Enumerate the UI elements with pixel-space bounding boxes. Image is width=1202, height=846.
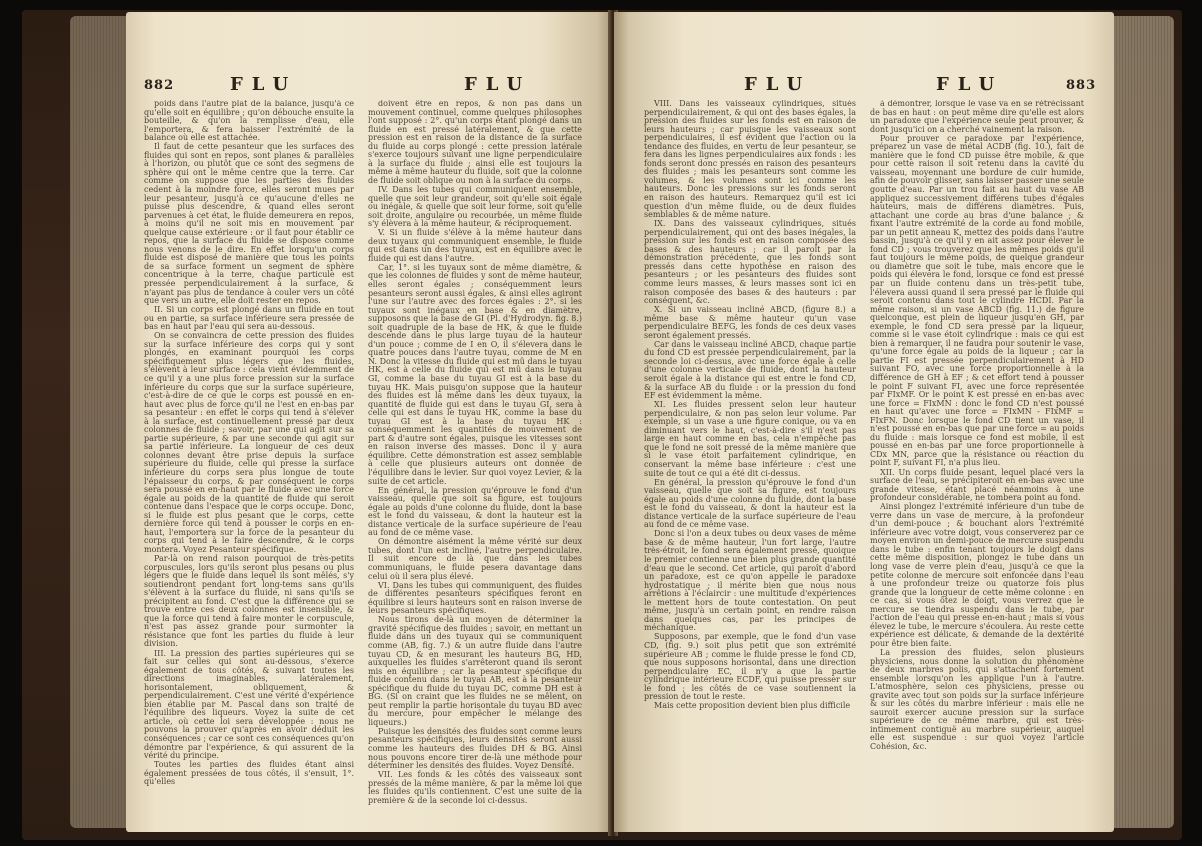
paragraph: Il faut de cette pesanteur que les surfaces des fluides qui sont en repos, sont planes & parallèles à l'horizon, ou plutôt que ce sont des segmens de sphère qui ont le même centre que la terre. Car comme on suppose que les parties des fluides cedent à la moindre force, elles seront mues par leur pesanteur, jusqu'à ce qu'aucune d'elles ne puisse plus descendre, & quand elles seront parvenues à cet état, le fluide demeurera en repos, à moins qu'il ne soit mis en mouvement par quelque cause extérieure : or il faut pour établir ce repos, que la surface du fluide se dispose comme nous venons de le dire. En effet lorsqu'un corps fluide est disposé de manière que tous les points de sa surface forment un segment de sphère concentrique à la terre, chaque particule est pressée perpendiculairement à la surface, & n'ayant pas plus de tendance à couler vers un côté que vers un autre, elle doit rester en repos. [144, 142, 354, 306]
paragraph: poids dans l'autre plat de la balance, jusqu'à ce qu'elle soit en équilibre ; qu'on débouche ensuite la bouteille, & qu'on la remplisse d'eau, elle l'emportera, & fera baisser l'extrémité de la balance où elle est attachée. [144, 100, 354, 143]
paragraph: VIII. Dans les vaisseaux cylindriques, situés perpendiculairement, & qui ont des bases égales, la pression des fluides sur les fonds est en raison de leurs hauteurs ; car puisque les vaisseaux sont perpendiculaires, il est évident que l'action ou la tendance des fluides, en vertu de leur pesanteur, se fera dans les lignes perpendiculaires aux fonds : les fonds seront donc pressés en raison des pesanteurs des fluides ; mais les pesanteurs sont comme les volumes, & les volumes sont ici comme les hauteurs. Donc les pressions sur les fonds seront en raison des hauteurs. Remarquez qu'il est ici question d'un même fluide, ou de deux fluides semblables & de même nature. [644, 100, 856, 220]
paragraph: En général, la pression qu'éprouve le fond d'un vaisseau, quelle que soit sa figure, est toujours égale au poids d'une colonne du fluide, dont la base est le fond du vaisseau, & dont la hauteur est la distance verticale de la surface supérieure de l'eau au fond de ce même vase. [644, 477, 856, 530]
paragraph: VII. Les fonds & les côtés des vaisseaux sont pressés de la même manière, & par la même loi que les fluides qu'ils contiennent. C'est une suite de la première & de la seconde loi ci-dessus. [368, 770, 582, 805]
paragraph: Nous tirons de-là un moyen de déterminer la gravité spécifique des fluides ; savoir, en mettant un fluide dans un des tuyaux qui se communiquent comme (AB, fig. 7.) & un autre fluide dans l'autre tuyau CD, & en mesurant les hauteurs BG, HD, auxquelles les fluides s'arrêteront quand ils seront mis en équilibre ; car la pesanteur spécifique du fluide contenu dans le tuyau AB, est à la pesanteur spécifique du fluide du tuyau DC, comme DH est à BG. (Si on craint que les fluides ne se mêlent, on peut remplir la partie horisontale du tuyau BD avec du mercure, pour empêcher le mélange des liqueurs.) [368, 615, 582, 727]
paragraph: XI. Les fluides pressent selon leur hauteur perpendiculaire, & non pas selon leur volume. Par exemple, si un vase a une figure conique, ou va en diminuant vers le haut, c'est-à-dire s'il n'est pas large en haut comme en bas, cela n'empêche pas que le fond ne soit pressé de la même manière que si le vase étoit parfaitement cylindrique, en conservant la même base inférieure : c'est une suite de tout ce qui a été dit ci-dessus. [644, 400, 856, 478]
right-page [614, 12, 1114, 832]
left-running-header [126, 74, 612, 98]
page-edges-left [70, 16, 126, 828]
running-head: FLU [744, 74, 812, 95]
page-number: 883 [1066, 78, 1097, 93]
paragraph: On démontre aisément la même vérité sur deux tubes, dont l'un est incliné, l'autre perpendiculaire. Il suit encore de là que dans les tubes communiquans, le fluide pesera davantage dans celui où il sera plus élevé. [368, 537, 582, 581]
text-column [144, 100, 354, 820]
paragraph: Par-là on rend raison pourquoi de très-petits corpuscules, lors qu'ils seront plus pesans ou plus légers que le fluide dans lequel ils sont mêlés, s'y soutiendront pendant fort long-tems sans qu'ils s'élèvent à la surface du fluide, ni sans qu'ils se précipitent au fond. C'est que la différence qui se trouve entre ces deux colonnes est insensible, & que la force qui tend à faire monter le corpuscule, n'est pas assez grande pour surmonter la résistance que font les parties du fluide à leur division. [144, 553, 354, 649]
text-column [644, 100, 856, 820]
paragraph: II. Si un corps est plongé dans un fluide en tout ou en partie, sa surface inférieure sera pressée de bas en haut par l'eau qui sera au-dessous. [144, 305, 354, 332]
paragraph: III. La pression des parties supérieures qui se fait sur celles qui sont au-dessous, s'exerce également de tous côtés, & suivant toutes les directions imaginables, latéralement, horisontalement, obliquement, & perpendiculairement. C'est une vérité d'expérience bien établie par M. Pascal dans son traité de l'équilibre des liqueurs. Voyez la suite de cet article, où cette loi sera développée : nous ne pouvons la prouver qu'après en avoir déduit les conséquences ; car ce sont ces conséquences qu'on démontre par l'expérience, & qui assurent de la vérité du principe. [144, 648, 354, 761]
paragraph: En général, la pression qu'éprouve le fond d'un vaisseau, quelle que soit sa figure, est toujours égale au poids d'une colonne du fluide, dont la base est le fond du vaisseau, & dont la hauteur est la distance verticale de la surface supérieure de l'eau au fond de ce même vase. [368, 485, 582, 538]
paragraph: Car, 1°. si les tuyaux sont de même diamètre, & que les colonnes de fluides y sont de même hauteur, elles seront égales ; conséquemment leurs pesanteurs seront aussi égales, & ainsi elles agiront l'une sur l'autre avec des forces égales : 2°. si les tuyaux sont inégaux en base & en diamètre, supposons que la base de GI (Pl. d'Hydrodyn. fig. 8.) soit quadruple de la base de HK, & que le fluide descende dans le plus large tuyau de la hauteur d'un pouce ; comme de I en O, il s'élevera dans le quatre pouces dans l'autre tuyau, comme de M en N. Donc la vitesse du fluide qui est mû dans le tuyau HK, est à celle du fluide qui est mû dans le tuyau GI, comme la base du tuyau GI est à la base du tuyau HK. Mais puisqu'on suppose que la hauteur des fluides est la même dans les deux tuyaux, la quantité de fluide qui est dans le tuyau GI, sera à celle qui est dans le tuyau HK, comme la base du tuyau GI est à la base du tuyau HK : conséquemment les quantités de mouvement de part & d'autre sont égales, puisque les vitesses sont en raison inverse des masses. Donc il y aura équilibre. Cette démonstration est assez semblable à celle que plusieurs auteurs ont donnée de l'équilibre dans le levier. Sur quoi voyez Levier, & la suite de cet article. [368, 262, 582, 486]
paragraph: Ainsi plongez l'extrémité inférieure d'un tube de verre dans un vase de mercure, à la profondeur d'un demi-pouce ; & bouchant alors l'extrémité inférieure avec votre doigt, vous conserverez par ce moyen environ un demi-pouce de mercure suspendu dans le tube : enfin tenant toujours le doigt dans cette même disposition, plongez le tube dans un long vase de verre plein d'eau, jusqu'à ce que la petite colonne de mercure soit enfoncée dans l'eau à une profondeur treize ou quatorze fois plus grande que la longueur de cette même colonne : en ce cas, si vous ôtez le doigt, vous verrez que le mercure se tiendra suspendu dans le tube, par l'action de l'eau qui presse en-en-haut ; mais si vous élevez le tube, le mercure s'écoulera. Au reste cette expérience est délicate, & demande de la dextérité pour être bien faite. [870, 502, 1084, 648]
paragraph: On se convaincra de cette pression des fluides sur la surface inférieure des corps qui y sont plongés, en examinant pourquoi les corps spécifiquement plus légers que les fluides, s'élèvent à leur surface : cela vient évidemment de ce qu'il y a une plus force pression sur la surface inférieure du corps que sur la surface supérieure, c'est-à-dire de ce que le corps est poussé en en-haut avec plus de force qu'il ne l'est en en-bas par sa pesanteur : en effet le corps qui tend à s'élever à la surface, est continuellement pressé par deux colonnes de fluide ; savoir, par une qui agit sur sa partie supérieure, & par une seconde qui agit sur sa partie inférieure. La longueur de ces deux colonnes devant être prise depuis la surface supérieure du fluide, celle qui presse la surface inférieure du corps sera plus longue de toute l'épaisseur du corps, & par conséquent le corps sera poussé en en-haut par le fluide avec une force égale au poids de la quantité de fluide qui seroit contenue dans l'espace que le corps occupe. Donc, si le fluide est plus pesant que le corps, cette dernière force qui tend à pousser le corps en en-haut, l'emportera sur la force de la pesanteur du corps qui tend à le faire descendre, & le corps montera. Voyez Pesanteur spécifique. [144, 331, 354, 554]
paragraph: X. Si un vaisseau incliné ABCD, (figure 8.) a même base & même hauteur qu'un vase perpendiculaire BEFG, les fonds de ces deux vases seront également pressés. [644, 305, 856, 340]
paragraph: Donc si l'on a deux tubes ou deux vases de même base & de même hauteur, l'un fort large, l'autre très-étroit, le fond sera également pressé, quoique le premier contienne une bien plus grande quantité d'eau que le second. Cet article, qui paroît d'abord un paradoxe, est ce qu'on appelle le paradoxe hydrostatique ; il mérite bien que nous nous arrêtions à l'éclaircir : une multitude d'expériences le mettent hors de toute contestation. On peut même, jusqu'à un certain point, en rendre raison dans quelques cas, par les principes de méchanique. [644, 529, 856, 633]
paragraph: à démontrer, lorsque le vase va en se rétrécissant de bas en haut : on peut même dire qu'elle est alors un paradoxe que l'expérience seule peut prouver, & dont jusqu'ici on a cherché vainement la raison. [870, 100, 1084, 134]
text-column [368, 100, 582, 820]
left-page [126, 12, 612, 832]
page-edges-right [1114, 16, 1174, 828]
paragraph: V. Si un fluide s'élève à la même hauteur dans deux tuyaux qui communiquent ensemble, le fluide qui est dans un des tuyaux, est en équilibre avec le fluide qui est dans l'autre. [368, 228, 582, 263]
paragraph: Car dans le vaisseau incliné ABCD, chaque partie du fond CD est pressée perpendiculairement, par la seconde loi ci-dessus, avec une force égale à celle d'une colonne verticale de fluide, dont la hauteur seroit égale à la distance qui est entre le fond CD, & la surface AB du fluide : or la pression du fond EF est évidemment la même. [644, 339, 856, 401]
text-column [870, 100, 1084, 820]
paragraph: Pour prouver ce paradoxe par l'expérience, préparez un vase de métal ACDB (fig. 10.), fait de manière que le fond CD puisse être mobile, & que pour cette raison il soit retenu dans la cavité du vaisseau, moyennant une bordure de cuir humide, afin de pouvoir glisser, sans laisser passer une seule goutte d'eau. Par un trou fait au haut du vase AB appliquez successivement différens tubes d'égales hauteurs, mais de différens diamètres. Puis, attachant une corde au bras d'une balance ; & fixant l'autre extrémité de la corde au fond mobile, par un petit anneau K, mettez des poids dans l'autre bassin, jusqu'à ce qu'il y en ait assez pour élever le fond CD ; vous trouverez que les mêmes poids qu'il faut toujours le même poids, de quelque grandeur ou diamètre que soit le tube, mais encore que le poids qui élevera le fond, lorsque ce fond est pressé par un fluide contenu dans un très-petit tube, l'élevera aussi quand il sera pressé par le fluide qui seroit contenu dans tout le cylindre HCDI. Par la même raison, si un vase ABCD (fig. 11.) de figure quelconque, est plein de liqueur jusqu'en GH, par exemple, le fond CD sera pressé par la liqueur, comme si le vase étoit cylindrique : mais ce qui est bien à remarquer, il ne faudra pour soutenir le vase, qu'une force égale au poids de la liqueur ; car la partie FI est pressée perpendiculairement à HD suivant FO, avec une force proportionnelle à la différence de GH à EF ; & cet effort tend à pousser le point F suivant FI, avec une force représentée par FIxMF. Or le point K est pressé en en-bas avec une force = FIxMN : donc le fond CD n'est poussé en haut qu'avec une force = FIxMN - FIxMF = FIxFN. Donc lorsque le fond CD tient un vase, il n'est poussé en en-bas que par une force = au poids du fluide : mais lorsque ce fond est mobile, il est poussé en en-bas par une force proportionnelle à CDx MN, parce que la résistance ou réaction du point F, suivant FI, n'a plus lieu. [870, 133, 1084, 468]
running-head: FLU [230, 74, 298, 95]
paragraph: La pression des fluides, selon plusieurs physiciens, nous donne la solution du phénomène de deux marbres polis, qui s'attachent fortement ensemble lorsqu'on les applique l'un à l'autre. L'atmosphère, selon ces physiciens, presse ou gravite avec tout son poids sur la surface inférieure & sur les côtés du marbre inférieur : mais elle ne sauroit exercer aucune pression sur la surface supérieure de ce même marbre, qui est très-intimement contiguë au marbre supérieur, auquel elle est suspendue : sur quoi voyez l'article Cohésion, &c. [870, 648, 1084, 752]
paragraph: VI. Dans les tubes qui communiquent, des fluides de différentes pesanteurs spécifiques feront en équilibre si leurs hauteurs sont en raison inverse de leurs pesanteurs spécifiques. [368, 580, 582, 616]
running-head: FLU [936, 74, 1004, 95]
paragraph: IV. Dans les tubes qui communiquent ensemble, quelle que soit leur grandeur, soit qu'elle soit égale ou inégale, & quelle que soit leur forme, soit qu'elle soit droite, angulaire ou recourbée, un même fluide s'y élèvera à la même hauteur, & réciproquement. [368, 184, 582, 229]
paragraph: Mais cette proposition devient bien plus difficile [654, 701, 851, 711]
paragraph: IX. Dans des vaisseaux cylindriques, situés perpendiculairement, qui ont des bases inégales, la pression sur les fonds est en raison composée des bases & des hauteurs ; car il paroît par la démonstration précédente, que les fonds sont pressés dans cette hypothèse en raison des pesanteurs ; or les pesanteurs des fluides sont comme leurs masses, & leurs masses sont ici en raison composée des bases & des hauteurs : par conséquent, &c. [644, 219, 856, 306]
paragraph: Supposons, par exemple, que le fond d'un vase CD, (fig. 9.) soit plus petit que son extrémité supérieure AB ; comme le fluide presse le fond CD, que nous supposons horisontal, dans une direction perpendiculaire EC, il n'y a que la partie cylindrique intérieure ECDF, qui puisse presser sur le fond ; les côtés de ce vase soutiennent la pression de tout le reste. [644, 632, 856, 702]
running-head: FLU [464, 74, 532, 95]
paragraph: XII. Un corps fluide pesant, lequel placé vers la surface de l'eau, se précipiteroit en en-bas avec une grande vitesse, étant placé néanmoins à une profondeur considérable, ne tombera point au fond. [870, 467, 1084, 503]
right-running-header [614, 74, 1114, 98]
paragraph: Puisque les densités des fluides sont comme leurs pesanteurs spécifiques, leurs densités seront aussi comme les hauteurs des fluides DH & BG. Ainsi nous pouvons encore tirer de-là une méthode pour déterminer les densités des fluides. Voyez Densité. [368, 726, 582, 771]
paragraph: Toutes les parties des fluides étant ainsi également pressées de tous côtés, il s'ensuit, 1°. qu'elles [144, 760, 354, 787]
paragraph: doivent être en repos, & non pas dans un mouvement continuel, comme quelques philosophes l'ont supposé : 2°. qu'un corps étant plongé dans un fluide en est pressé latéralement, & que cette pression est en raison de la distance de la surface du fluide au corps plongé : cette pression latérale s'exerce toujours suivant une ligne perpendiculaire à la surface du fluide ; ainsi elle est toujours la même à même hauteur du fluide, soit que la colonne de fluide soit oblique ou non à la surface du corps. [368, 100, 582, 185]
page-number: 882 [144, 78, 175, 93]
